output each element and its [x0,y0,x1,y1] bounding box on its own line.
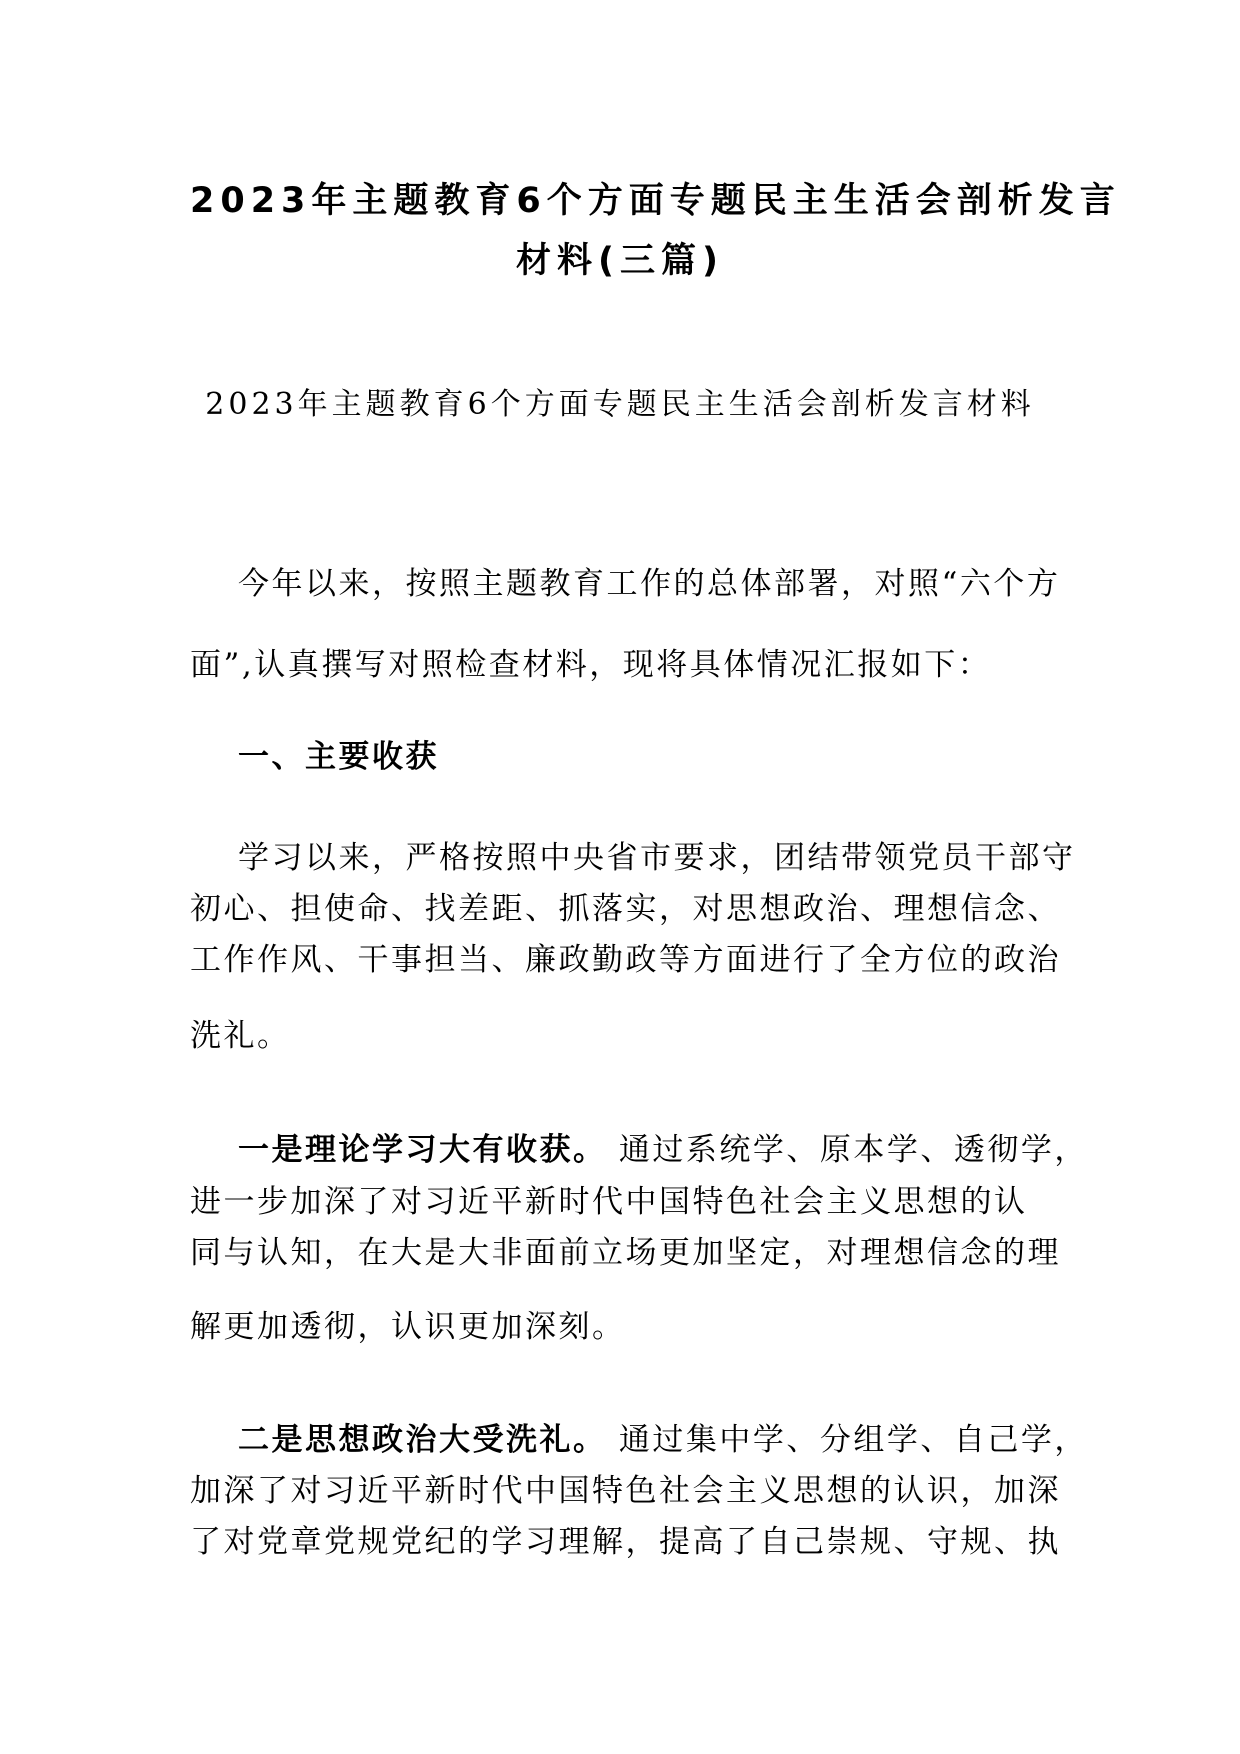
intro-line-2: 面”,认真撰写对照检查材料，现将具体情况汇报如下： [190,647,992,683]
para1-line-2: 初心、担使命、找差距、抓落实，对思想政治、理想信念、 [190,891,1061,927]
para2-lead: 一是理论学习大有收获。 [238,1132,607,1168]
document-subtitle: 2023年主题教育6个方面专题民主生活会剖析发言材料 [205,387,1035,422]
section-heading: 一、主要收获 [238,739,439,775]
para3-line-3: 了对党章党规党纪的学习理解，提高了自己崇规、守规、执 [190,1524,1061,1560]
para1-line-4: 洗礼。 [190,1018,291,1054]
intro-line-1: 今年以来，按照主题教育工作的总体部署，对照“六个方 [238,566,1061,602]
para3-line-1 [238,1418,1118,1462]
para3-line-2: 加深了对习近平新时代中国特色社会主义思想的认识，加深 [190,1473,1061,1509]
para2-line-4: 解更加透彻，认识更加深刻。 [190,1309,626,1345]
para2-line-1 [238,1128,1118,1172]
para1-line-3: 工作作风、干事担当、廉政勤政等方面进行了全方位的政治 [190,942,1061,978]
document-title-line-1: 2023年主题教育6个方面专题民主生活会剖析发言 [190,181,1121,221]
para1-line-1: 学习以来，严格按照中央省市要求，团结带领党员干部守 [238,840,1076,876]
para3-line-1-rest: 通过集中学、分组学、自己学， [606,1422,1088,1458]
para3-lead: 二是思想政治大受洗礼。 [238,1422,607,1458]
para2-line-1-rest: 通过系统学、原本学、透彻学， [606,1132,1088,1168]
para2-line-2: 进一步加深了对习近平新时代中国特色社会主义思想的认 [190,1184,1028,1220]
para2-line-3: 同与认知，在大是大非面前立场更加坚定，对理想信念的理 [190,1235,1061,1271]
document-title-line-2: 材料(三篇) [516,241,724,281]
